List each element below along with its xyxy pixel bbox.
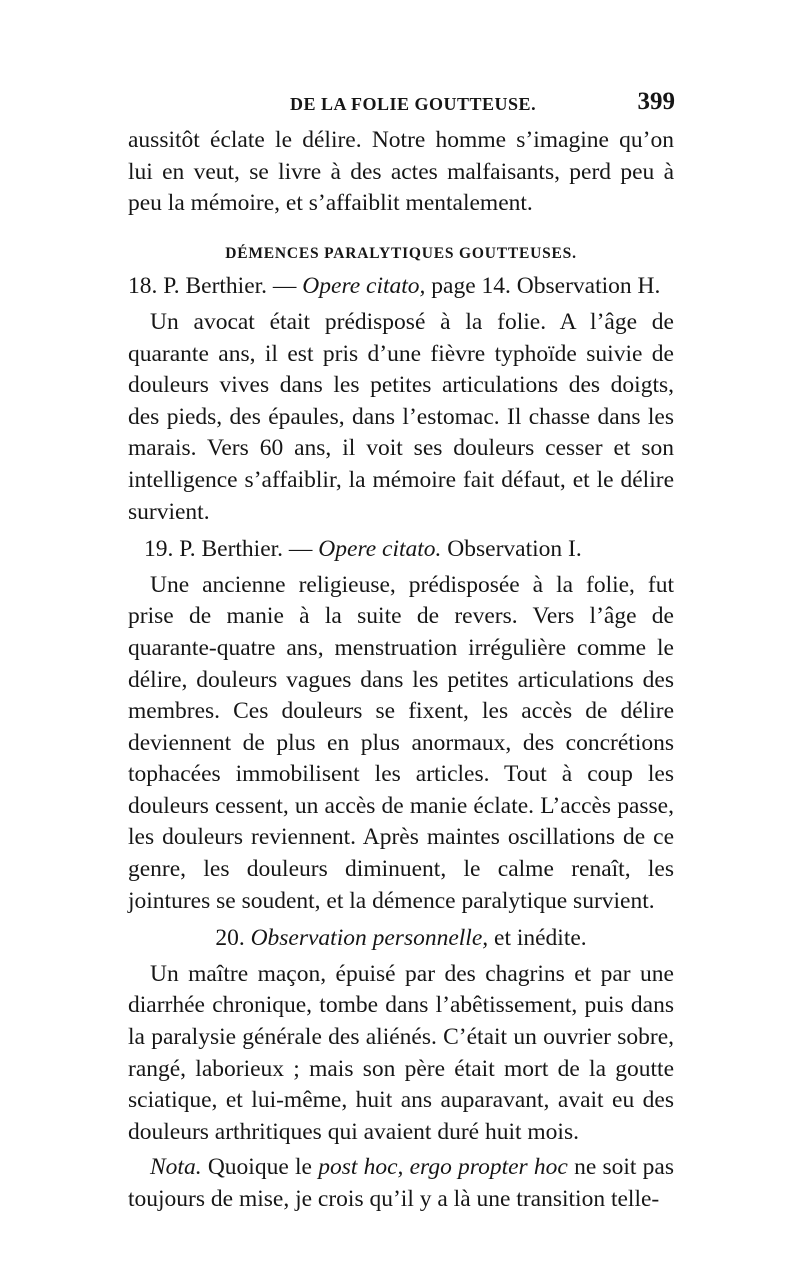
observation-citation: Opere citato. xyxy=(318,536,442,563)
observation-number: 18. xyxy=(128,273,158,300)
page-number: 399 xyxy=(637,88,675,115)
observation-author: P. Berthier. — xyxy=(163,273,297,300)
observation-author: P. Berthier. — xyxy=(179,536,313,563)
page-header xyxy=(135,88,675,122)
observation-note: et inédite. xyxy=(494,925,587,952)
observation-number: 20. xyxy=(215,925,245,952)
observation-18-heading xyxy=(128,271,674,303)
nota-text-start: Quoique le xyxy=(207,1154,312,1181)
observation-reference: page 14. Observation H. xyxy=(431,273,661,300)
continued-paragraph: aussitôt éclate le délire. Notre homme s’imagine qu’on lui en veut, se livre à des actes malfaisants, perd peu à peu la mémoire, et s’affaiblit mentalement. xyxy=(128,127,674,217)
page-body xyxy=(128,125,674,1216)
observation-number: 19. xyxy=(144,536,174,563)
observation-20-text: Un maître maçon, épuisé par des chagrins et par une diarrhée chronique, tombe dans l’abêtissement, puis dans la paralysie générale des aliénés. C’était un ouvrier sobre, rangé, laborieux ; mais son père était mort de la goutte sciatique, et lui-même, huit ans auparavant, avait eu des douleurs arthritiques qui avaient duré huit mois. xyxy=(128,960,674,1145)
observation-title: Observation personnelle, xyxy=(250,925,489,952)
section-heading: DÉMENCES PARALYTIQUES GOUTTEUSES. xyxy=(225,244,577,262)
nota-label: Nota. xyxy=(150,1154,202,1181)
observation-18-text: Un avocat était prédisposé à la folie. A l’âge de quarante ans, il est pris d’une fièvre typhoïde suivie de douleurs vives dans les petites articulations des doigts, des pieds, des épaules, dans l’estomac. Il chasse dans les marais. Vers 60 ans, il voit ses douleurs cesser et son intelligence s’affaiblir, la mémoire fait défaut, et le délire survient. xyxy=(128,308,674,525)
observation-citation: Opere citato, xyxy=(302,273,426,300)
nota-latin-phrase: post hoc, ergo propter hoc xyxy=(318,1154,568,1181)
observation-19-heading xyxy=(128,534,674,566)
observation-reference: Observation I. xyxy=(447,536,582,563)
observation-19-text: Une ancienne religieuse, prédisposée à la folie, fut prise de manie à la suite de revers. Vers l’âge de quarante-quatre ans, menstruation irrégulière comme le délire, douleurs vagues dans les petites articulations des membres. Ces douleurs se fixent, les accès de délire deviennent de plus en plus anormaux, des concrétions tophacées immobilisent les articles. Tout à coup les douleurs cessent, un accès de manie éclate. L’accès passe, les douleurs reviennent. Après maintes oscillations de ce genre, les douleurs diminuent, le calme renaît, les jointures se soudent, et la démence paralytique survient. xyxy=(128,571,674,914)
nota-paragraph xyxy=(128,1152,674,1215)
running-title: DE LA FOLIE GOUTTEUSE. xyxy=(290,94,537,114)
nota-text-end: ne soit pas toujours de mise, je crois qu’il y a là une transition telle- xyxy=(128,1154,675,1212)
observation-20-heading xyxy=(128,923,674,955)
